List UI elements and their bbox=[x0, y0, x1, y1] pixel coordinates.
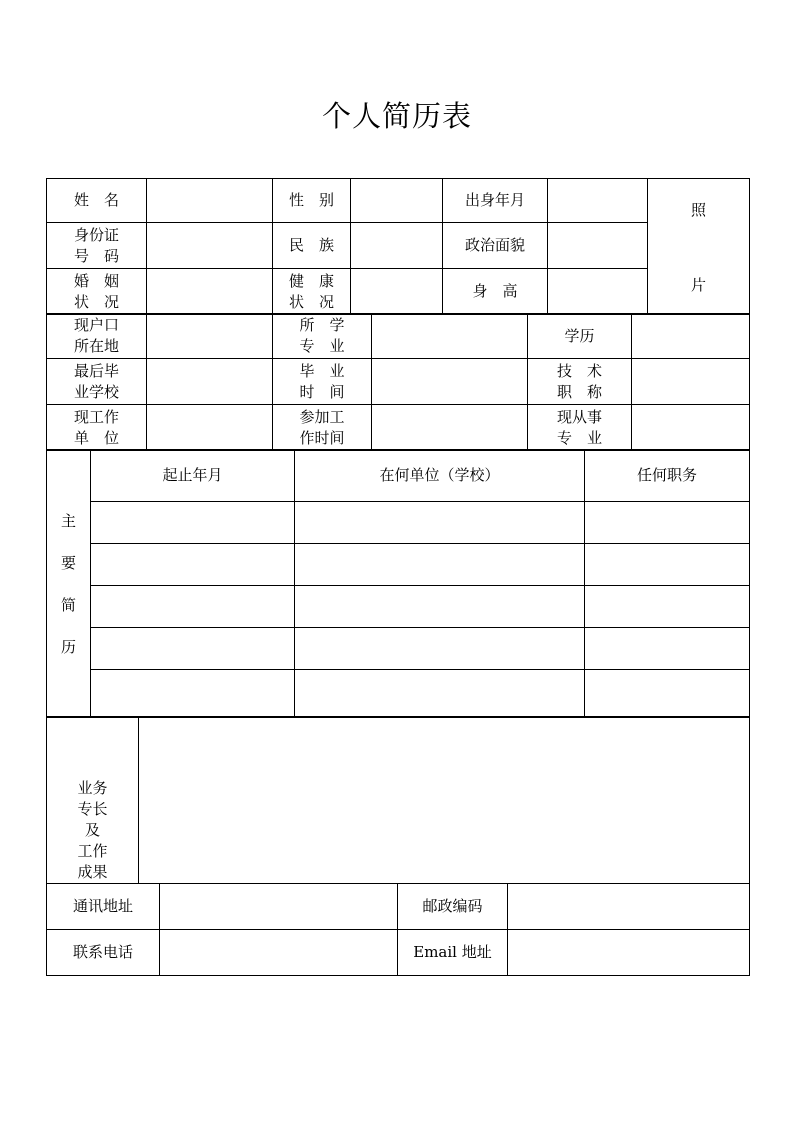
history-period-cell[interactable] bbox=[91, 670, 295, 718]
label-field bbox=[528, 405, 632, 451]
label-tech-title-line2: 职 称 bbox=[556, 382, 602, 401]
label-school bbox=[47, 359, 147, 405]
field-gender[interactable] bbox=[351, 179, 443, 223]
skills-field[interactable] bbox=[139, 717, 750, 884]
label-major-line1: 所 学 bbox=[299, 316, 345, 334]
label-marital-line2: 状 况 bbox=[73, 292, 119, 311]
photo-box[interactable] bbox=[648, 179, 750, 315]
field-degree[interactable] bbox=[632, 314, 750, 359]
field-ethnicity[interactable] bbox=[351, 223, 443, 269]
label-health-line2: 状 况 bbox=[288, 292, 334, 311]
label-marital-line1: 婚 姻 bbox=[73, 271, 119, 290]
label-name: 姓 名 bbox=[47, 179, 147, 223]
field-hukou[interactable] bbox=[147, 314, 273, 359]
field-height[interactable] bbox=[548, 269, 648, 315]
history-side-char-2: 要 bbox=[60, 553, 76, 572]
label-hukou bbox=[47, 314, 147, 359]
history-side-char-3: 简 bbox=[60, 595, 76, 614]
field-postcode[interactable] bbox=[508, 884, 750, 930]
field-address[interactable] bbox=[160, 884, 398, 930]
history-side-char-1: 主 bbox=[60, 511, 76, 530]
field-email[interactable] bbox=[508, 930, 750, 976]
history-position-cell[interactable] bbox=[585, 502, 750, 544]
label-major-line2: 专 业 bbox=[299, 337, 345, 355]
field-gradtime[interactable] bbox=[372, 359, 528, 405]
history-position-cell[interactable] bbox=[585, 628, 750, 670]
history-period-cell[interactable] bbox=[91, 544, 295, 586]
label-tech-title-line1: 技 术 bbox=[556, 361, 602, 380]
photo-label-bottom: 片 bbox=[690, 275, 706, 294]
label-field-line1: 现从事 bbox=[556, 407, 602, 426]
history-position-cell[interactable] bbox=[585, 670, 750, 718]
history-position-cell[interactable] bbox=[585, 586, 750, 628]
label-email: Email 地址 bbox=[398, 930, 508, 976]
label-id-line2: 号 码 bbox=[73, 246, 119, 265]
label-postcode: 邮政编码 bbox=[398, 884, 508, 930]
contact-table bbox=[46, 883, 750, 976]
label-marital bbox=[47, 269, 147, 315]
history-unit-cell[interactable] bbox=[295, 586, 585, 628]
label-tech-title bbox=[528, 359, 632, 405]
label-school-line1: 最后毕 bbox=[73, 361, 119, 380]
header-unit: 在何单位（学校） bbox=[295, 450, 585, 502]
label-workstart bbox=[273, 405, 372, 451]
label-birth: 出身年月 bbox=[443, 179, 548, 223]
label-address: 通讯地址 bbox=[47, 884, 160, 930]
history-table bbox=[46, 449, 750, 718]
history-unit-cell[interactable] bbox=[295, 544, 585, 586]
field-politics[interactable] bbox=[548, 223, 648, 269]
label-id-line1: 身份证 bbox=[73, 225, 119, 244]
skills-table bbox=[46, 716, 750, 884]
label-workstart-line1: 参加工 bbox=[299, 407, 345, 426]
page-title: 个人简历表 bbox=[321, 99, 472, 133]
history-side-label bbox=[47, 450, 91, 718]
label-employer-line1: 现工作 bbox=[73, 407, 119, 426]
label-employer-line2: 单 位 bbox=[73, 428, 119, 447]
label-employer bbox=[47, 405, 147, 451]
label-phone: 联系电话 bbox=[47, 930, 160, 976]
history-period-cell[interactable] bbox=[91, 502, 295, 544]
history-unit-cell[interactable] bbox=[295, 502, 585, 544]
label-gender: 性 别 bbox=[273, 179, 351, 223]
history-side-char-4: 历 bbox=[60, 637, 76, 656]
field-school[interactable] bbox=[147, 359, 273, 405]
basic-info-table bbox=[46, 178, 750, 315]
label-gradtime-line2: 时 间 bbox=[299, 382, 345, 401]
skills-label-line3: 及 bbox=[84, 821, 100, 839]
field-birth[interactable] bbox=[548, 179, 648, 223]
field-major[interactable] bbox=[372, 314, 528, 359]
history-position-cell[interactable] bbox=[585, 544, 750, 586]
skills-label-line2: 专长 bbox=[77, 800, 108, 818]
history-unit-cell[interactable] bbox=[295, 628, 585, 670]
history-period-cell[interactable] bbox=[91, 586, 295, 628]
field-tech-title[interactable] bbox=[632, 359, 750, 405]
header-position: 任何职务 bbox=[585, 450, 750, 502]
header-period: 起止年月 bbox=[91, 450, 295, 502]
label-degree: 学历 bbox=[528, 314, 632, 359]
field-name[interactable] bbox=[147, 179, 273, 223]
label-hukou-line1: 现户口 bbox=[73, 316, 119, 334]
field-field[interactable] bbox=[632, 405, 750, 451]
field-id[interactable] bbox=[147, 223, 273, 269]
label-major bbox=[273, 314, 372, 359]
education-table bbox=[46, 313, 750, 451]
field-health[interactable] bbox=[351, 269, 443, 315]
label-school-line2: 业学校 bbox=[73, 382, 119, 401]
label-ethnicity: 民 族 bbox=[273, 223, 351, 269]
field-marital[interactable] bbox=[147, 269, 273, 315]
field-workstart[interactable] bbox=[372, 405, 528, 451]
label-gradtime-line1: 毕 业 bbox=[299, 361, 345, 380]
skills-label-line4: 工作 bbox=[77, 842, 108, 860]
label-health-line1: 健 康 bbox=[288, 271, 334, 290]
label-politics: 政治面貌 bbox=[443, 223, 548, 269]
label-field-line2: 专 业 bbox=[556, 428, 602, 447]
history-period-cell[interactable] bbox=[91, 628, 295, 670]
label-workstart-line2: 作时间 bbox=[299, 428, 345, 447]
label-gradtime bbox=[273, 359, 372, 405]
photo-label-top: 照 bbox=[690, 200, 706, 219]
field-employer[interactable] bbox=[147, 405, 273, 451]
skills-label-line5: 成果 bbox=[77, 863, 108, 881]
label-hukou-line2: 所在地 bbox=[73, 337, 119, 355]
label-id bbox=[47, 223, 147, 269]
skills-label bbox=[47, 717, 139, 884]
skills-label-line1: 业务 bbox=[77, 779, 108, 797]
label-health bbox=[273, 269, 351, 315]
history-unit-cell[interactable] bbox=[295, 670, 585, 718]
field-phone[interactable] bbox=[160, 930, 398, 976]
label-height: 身 高 bbox=[443, 269, 548, 315]
